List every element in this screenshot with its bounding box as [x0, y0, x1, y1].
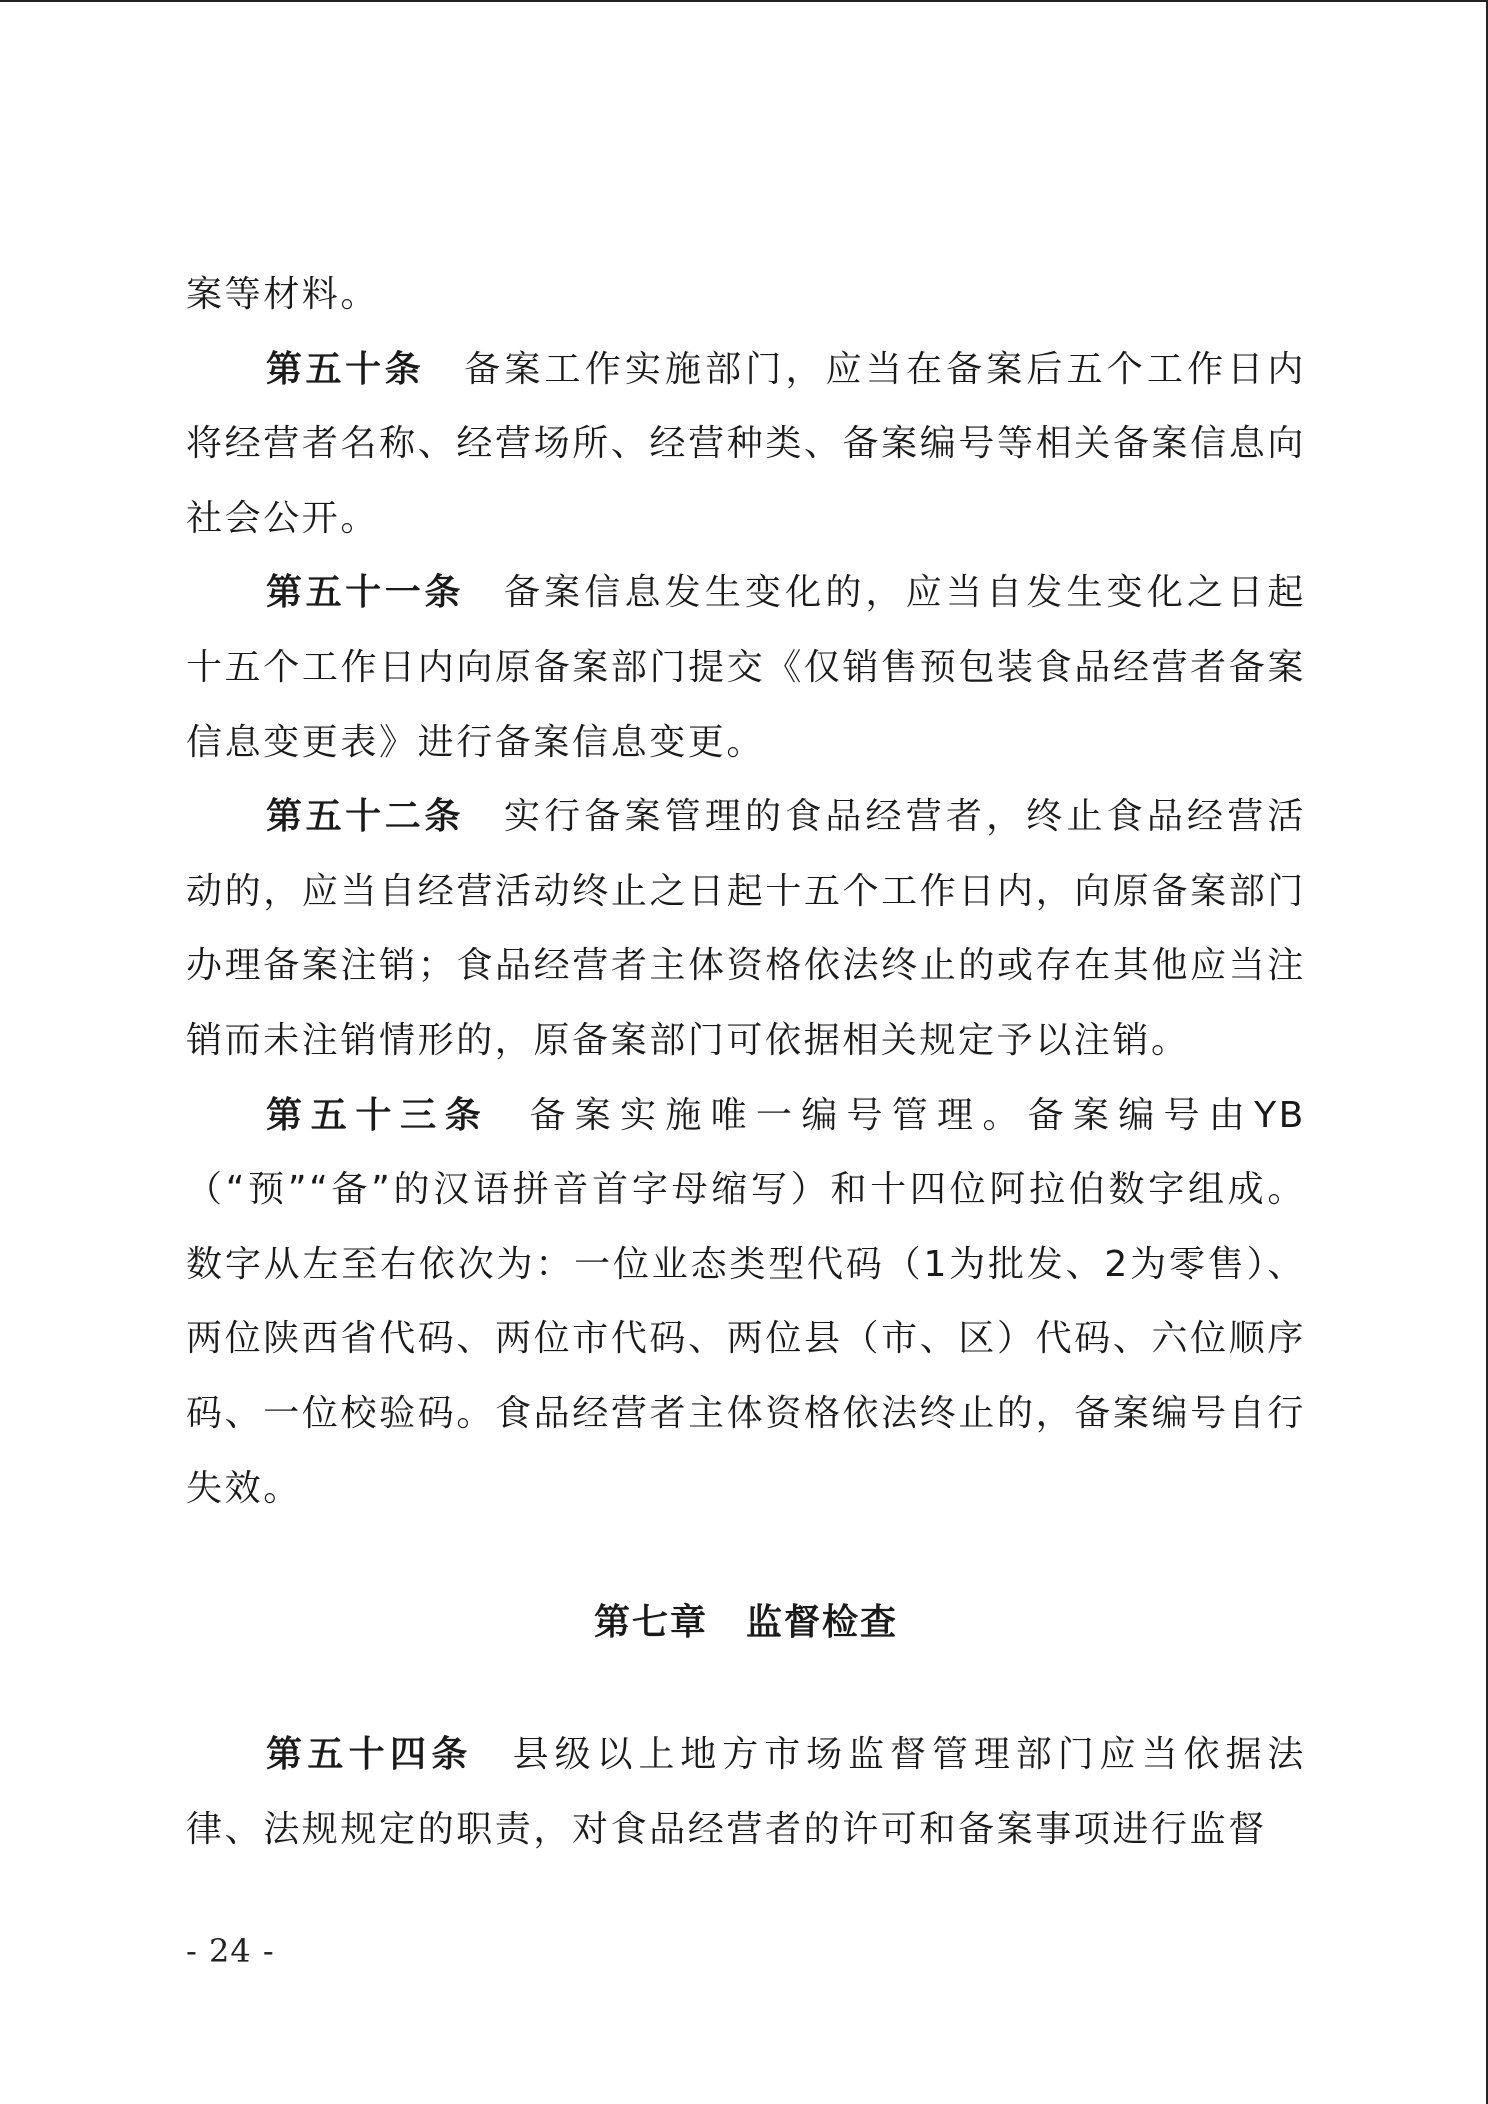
- article-text: 备案实施唯一编号管理。备案编号由YB（“预”“备”的汉语拼音首字母缩写）和十四位阿拉伯数字组成。数字从左至右依次为：一位业态类型代码（1为批发、2为零售）、两位陕西省代码、两位市代码、两位县（市、区）代码、六位顺序码、一位校验码。食品经营者主体资格依法终止的，备案编号自行失效。: [186, 1094, 1306, 1509]
- article-text: 备案信息发生变化的，应当自发生变化之日起十五个工作日内向原备案部门提交《仅销售预包装食品经营者备案信息变更表》进行备案信息变更。: [186, 572, 1306, 763]
- article-number: 第五十四条: [266, 1734, 473, 1776]
- article-text: 备案工作实施部门，应当在备案后五个工作日内将经营者名称、经营场所、经营种类、备案编号等相关备案信息向社会公开。: [186, 348, 1306, 539]
- article-54: [186, 1718, 1306, 1867]
- article-number: 第五十三条: [266, 1094, 490, 1136]
- article-text: 县级以上地方市场监督管理部门应当依据法律、法规规定的职责，对食品经营者的许可和备案事项进行监督: [186, 1734, 1306, 1850]
- article-number: 第五十一条: [266, 572, 464, 614]
- article-53: [186, 1079, 1306, 1527]
- article-text: 实行备案管理的食品经营者，终止食品经营活动的，应当自经营活动终止之日起十五个工作日内，向原备案部门办理备案注销；食品经营者主体资格依法终止的或存在其他应当注销而未注销情形的，原备案部门可依据相关规定予以注销。: [186, 796, 1306, 1061]
- article-number: 第五十二条: [266, 796, 464, 838]
- document-body: [186, 258, 1306, 1867]
- article-52: [186, 780, 1306, 1078]
- article-51: [186, 556, 1306, 780]
- continuation-paragraph: 案等材料。: [186, 274, 380, 315]
- page-number: - 24 -: [186, 1932, 275, 1970]
- article-number: 第五十条: [266, 348, 425, 390]
- chapter-heading: 第七章 监督检查: [593, 1602, 898, 1644]
- page-top-border: [0, 0, 1488, 2]
- article-50: [186, 333, 1306, 557]
